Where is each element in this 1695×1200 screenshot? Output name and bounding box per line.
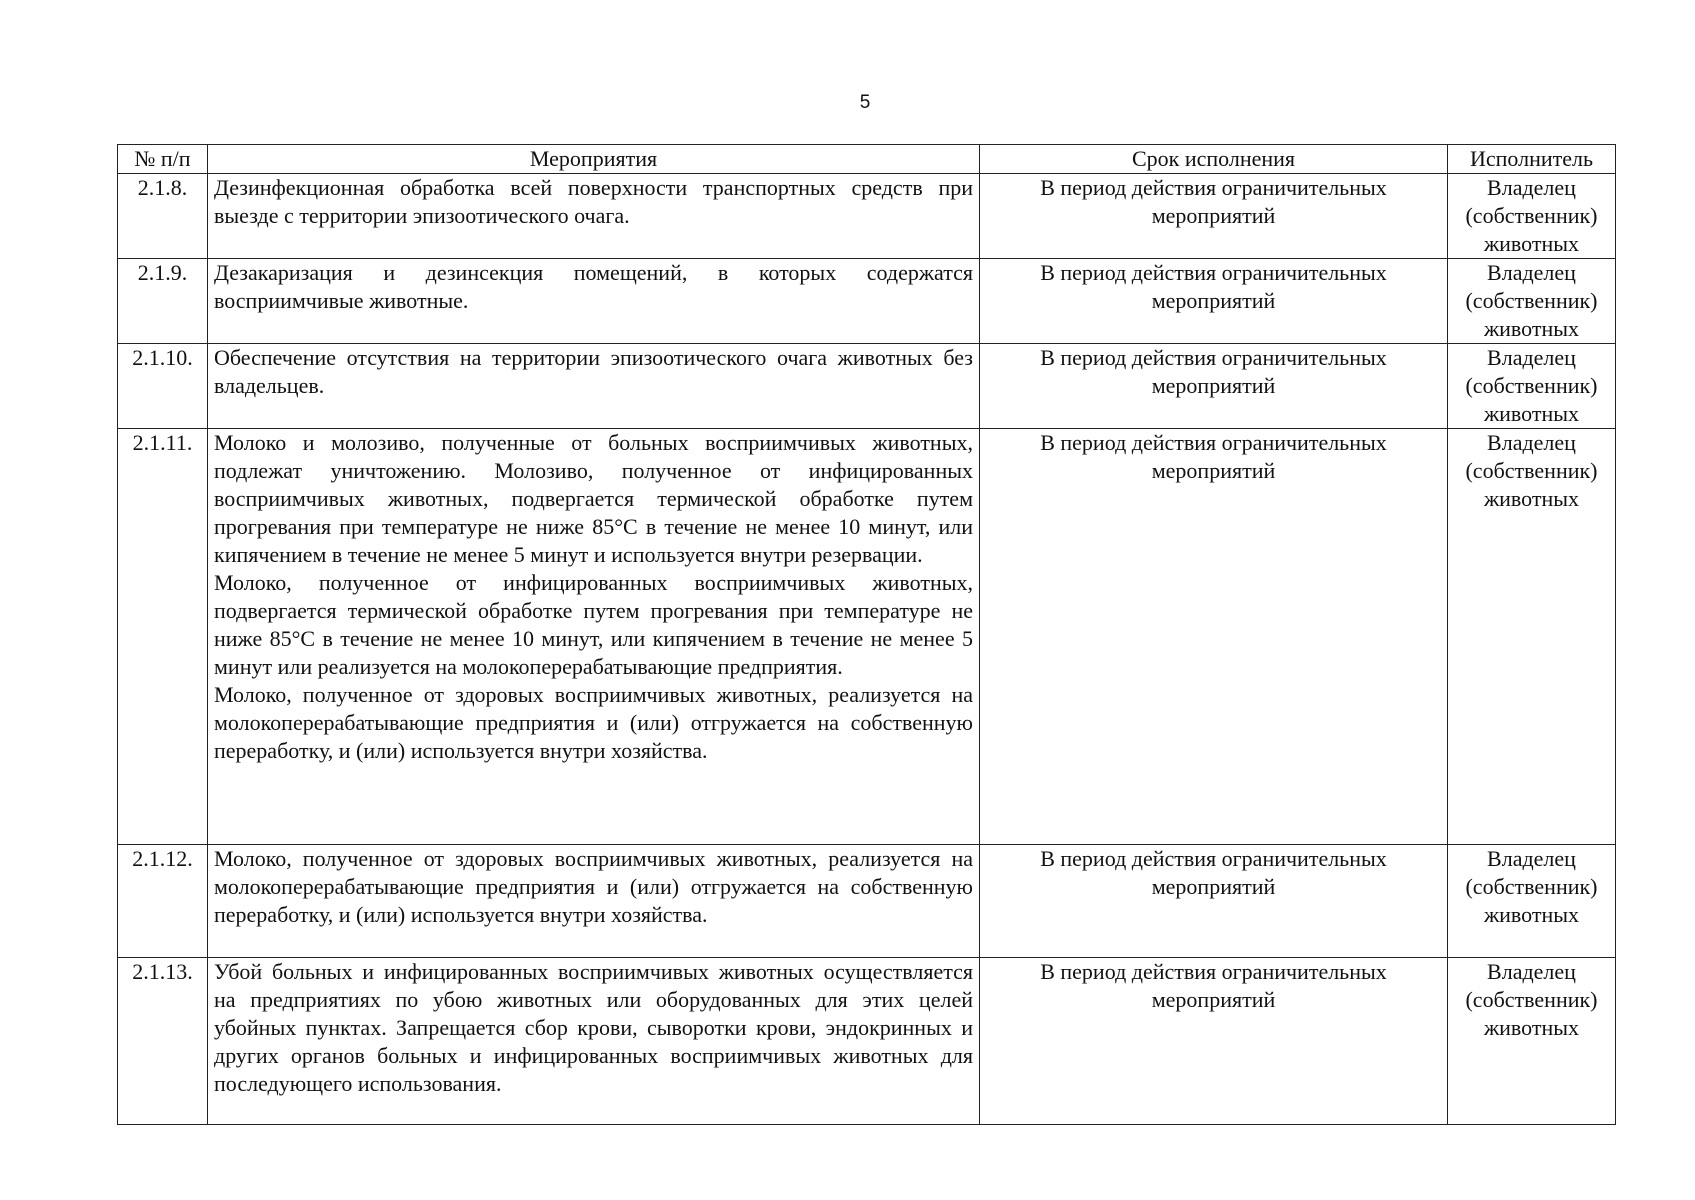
- row-term: [980, 845, 1448, 958]
- row-term: [980, 344, 1448, 429]
- activity-paragraph: Молоко, полученное от инфицированных восприимчивых животных, подвергается термической обработке путем прогревания при температуре не ниже 85°С в течение не менее 10 минут, или кипячением в течение не менее 5 минут или реализуется на молокоперерабатывающие предприятия.: [214, 570, 973, 679]
- row-term: [980, 174, 1448, 259]
- table-header-row: [118, 145, 1616, 174]
- row-activity: [208, 429, 980, 845]
- table-row: [118, 845, 1616, 958]
- row-executor: [1448, 344, 1616, 429]
- row-number: 2.1.10.: [118, 344, 208, 429]
- activity-paragraph: Молоко и молозиво, полученные от больных восприимчивых животных, подлежат уничтожению. Молозиво, полученное от инфицированных восприимчивых животных, подвергается термической обработке путем прогревания при температуре не ниже 85°С в течение не менее 10 минут, или кипячением в течение не менее 5 минут и используется внутри резервации.: [214, 430, 973, 567]
- row-term: [980, 259, 1448, 344]
- term-line: мероприятий: [1151, 203, 1276, 228]
- executor-line: животных: [1483, 401, 1580, 426]
- term-line: мероприятий: [1151, 458, 1276, 483]
- row-number: 2.1.8.: [118, 174, 208, 259]
- row-executor: [1448, 845, 1616, 958]
- term-line: В период действия ограничительных: [1040, 846, 1387, 871]
- executor-line: (собственник): [1465, 203, 1598, 228]
- table-row: [118, 174, 1616, 259]
- row-activity: [208, 958, 980, 1125]
- executor-line: животных: [1483, 1015, 1580, 1040]
- executor-line: животных: [1483, 316, 1580, 341]
- executor-line: (собственник): [1465, 458, 1598, 483]
- executor-line: Владелец: [1487, 846, 1576, 871]
- term-line: мероприятий: [1151, 987, 1276, 1012]
- row-executor: [1448, 429, 1616, 845]
- term-line: В период действия ограничительных: [1040, 430, 1387, 455]
- executor-line: животных: [1483, 486, 1580, 511]
- page-number: 5: [859, 92, 871, 113]
- term-line: В период действия ограничительных: [1040, 959, 1387, 984]
- executor-line: Владелец: [1487, 430, 1576, 455]
- term-line: мероприятий: [1151, 373, 1276, 398]
- row-term: [980, 958, 1448, 1125]
- row-number: 2.1.13.: [118, 958, 208, 1125]
- term-line: В период действия ограничительных: [1040, 260, 1387, 285]
- term-line: В период действия ограничительных: [1040, 175, 1387, 200]
- measures-table: [117, 144, 1616, 1125]
- activity-paragraph: Дезакаризация и дезинсекция помещений, в которых содержатся восприимчивые животные.: [214, 260, 973, 313]
- row-executor: [1448, 259, 1616, 344]
- activity-paragraph: Обеспечение отсутствия на территории эпизоотического очага животных без владельцев.: [214, 345, 973, 398]
- row-executor: [1448, 958, 1616, 1125]
- activity-paragraph: Молоко, полученное от здоровых восприимчивых животных, реализуется на молокоперерабатывающие предприятия и (или) отгружается на собственную переработку, и (или) используется внутри хозяйства.: [214, 846, 973, 927]
- row-activity: [208, 344, 980, 429]
- header-number: № п/п: [118, 145, 208, 174]
- header-activity: Мероприятия: [208, 145, 980, 174]
- table-row: [118, 259, 1616, 344]
- executor-line: животных: [1483, 902, 1580, 927]
- header-executor: Исполнитель: [1448, 145, 1616, 174]
- term-line: мероприятий: [1151, 874, 1276, 899]
- executor-line: животных: [1483, 231, 1580, 256]
- row-term: [980, 429, 1448, 845]
- row-executor: [1448, 174, 1616, 259]
- executor-line: Владелец: [1487, 345, 1576, 370]
- row-activity: [208, 259, 980, 344]
- executor-line: (собственник): [1465, 987, 1598, 1012]
- executor-line: Владелец: [1487, 260, 1576, 285]
- row-number: 2.1.12.: [118, 845, 208, 958]
- row-activity: [208, 845, 980, 958]
- executor-line: (собственник): [1465, 288, 1598, 313]
- term-line: мероприятий: [1151, 288, 1276, 313]
- executor-line: Владелец: [1487, 175, 1576, 200]
- executor-line: (собственник): [1465, 373, 1598, 398]
- activity-paragraph: Убой больных и инфицированных восприимчивых животных осуществляется на предприятиях по убою животных или оборудованных для этих целей убойных пунктах. Запрещается сбор крови, сыворотки крови, эндокринных и других органов больных и инфицированных восприимчивых животных для последующего использования.: [214, 959, 973, 1096]
- row-activity: [208, 174, 980, 259]
- row-number: 2.1.9.: [118, 259, 208, 344]
- term-line: В период действия ограничительных: [1040, 345, 1387, 370]
- row-number: 2.1.11.: [118, 429, 208, 845]
- executor-line: Владелец: [1487, 959, 1576, 984]
- table-row: [118, 344, 1616, 429]
- activity-paragraph: Дезинфекционная обработка всей поверхности транспортных средств при выезде с территории эпизоотического очага.: [214, 175, 973, 228]
- executor-line: (собственник): [1465, 874, 1598, 899]
- header-term: Срок исполнения: [980, 145, 1448, 174]
- activity-paragraph: Молоко, полученное от здоровых восприимчивых животных, реализуется на молокоперерабатывающие предприятия и (или) отгружается на собственную переработку, и (или) используется внутри хозяйства.: [214, 682, 973, 763]
- table-row: [118, 958, 1616, 1125]
- table-row: [118, 429, 1616, 845]
